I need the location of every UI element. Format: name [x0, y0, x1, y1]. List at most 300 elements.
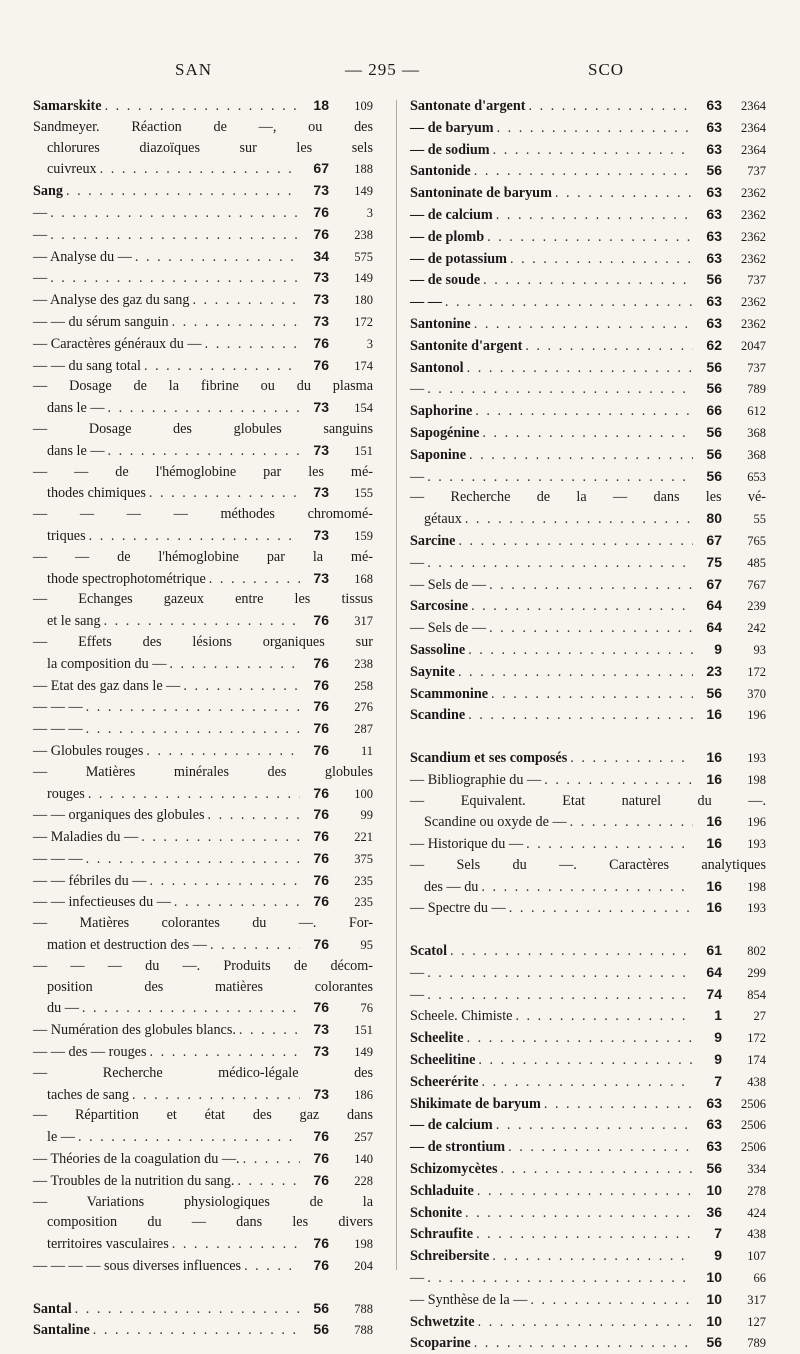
- volume-number: 76: [313, 893, 329, 910]
- page-reference: 228: [354, 1173, 373, 1188]
- index-entry: [33, 95, 373, 117]
- entry-term: et le sang: [47, 613, 101, 630]
- volume-number: 76: [313, 1235, 329, 1252]
- leader-dots: [465, 509, 693, 530]
- leader-dots: [174, 892, 300, 913]
- entry-term: — de calcium: [410, 1117, 493, 1134]
- volume-number: 76: [313, 720, 329, 737]
- page-reference: 765: [747, 533, 766, 548]
- entry-line: [410, 400, 766, 422]
- entry-term: — — de l'hémoglobine par les mé-: [33, 463, 373, 480]
- index-entry: [410, 661, 766, 683]
- page-reference: 196: [747, 708, 766, 723]
- page-reference: 127: [747, 1314, 766, 1329]
- index-entry: [410, 1311, 766, 1333]
- leader-dots: [482, 423, 693, 444]
- volume-number: 63: [706, 184, 722, 201]
- volume-number: 76: [313, 806, 329, 823]
- entry-term: Scandium et ses composés: [410, 749, 568, 766]
- entry-term: thodes chimiques: [47, 485, 146, 502]
- entry-line: [33, 202, 373, 224]
- page-reference: 238: [354, 656, 373, 671]
- volume-number: 76: [313, 676, 329, 693]
- entry-line: [410, 1071, 766, 1093]
- volume-number: 63: [706, 205, 722, 222]
- entry-line: [33, 462, 373, 483]
- entry-line: [33, 804, 373, 826]
- index-entry: [410, 1049, 766, 1071]
- index-entry: [33, 202, 373, 224]
- index-entry: [33, 1063, 373, 1106]
- page-reference: 375: [354, 851, 373, 866]
- entry-term: mation et destruction des —: [47, 937, 207, 954]
- entry-line: [410, 530, 766, 552]
- entry-term: Santoninate de baryum: [410, 185, 552, 202]
- index-entry: [410, 1289, 766, 1311]
- entry-line: [33, 1319, 373, 1341]
- index-entry: [410, 291, 766, 313]
- entry-term: Sarcine: [410, 532, 456, 549]
- page-reference: 235: [354, 873, 373, 888]
- volume-number: 16: [706, 899, 722, 916]
- entry-term: — de strontium: [410, 1139, 506, 1156]
- entry-line: [33, 547, 373, 568]
- entry-line: [410, 95, 766, 117]
- entry-term: —: [33, 204, 48, 221]
- volume-number: 73: [313, 399, 329, 416]
- index-entry: [33, 1319, 373, 1341]
- entry-term: — Recherche de la — dans les vé-: [410, 489, 766, 506]
- volume-number: 63: [706, 227, 722, 244]
- entry-line: [33, 1170, 373, 1192]
- entry-line: [33, 504, 373, 525]
- volume-number: 10: [706, 1269, 722, 1286]
- page-reference: 767: [747, 577, 766, 592]
- leader-dots: [205, 334, 300, 355]
- leader-dots: [526, 834, 693, 855]
- index-entry: [410, 357, 766, 379]
- leader-dots: [468, 640, 693, 661]
- entry-term: — de sodium: [410, 141, 490, 158]
- leader-dots: [208, 805, 300, 826]
- entry-line: [33, 95, 373, 117]
- index-entry: [33, 419, 373, 462]
- page-reference: 789: [747, 1336, 766, 1351]
- entry-term: — Effets des lésions organiques sur: [33, 633, 373, 650]
- leader-dots: [474, 314, 693, 335]
- page-reference: 438: [747, 1074, 766, 1089]
- volume-number: 76: [313, 936, 329, 953]
- leader-dots: [105, 96, 300, 117]
- page-reference: 180: [354, 293, 373, 308]
- volume-number: 63: [706, 293, 722, 310]
- leader-dots: [530, 1290, 693, 1311]
- index-entry: [410, 617, 766, 639]
- entry-term: — Variations physiologiques de la: [33, 1193, 373, 1210]
- leader-dots: [489, 618, 693, 639]
- index-entry: [410, 1332, 766, 1354]
- entry-term: —: [410, 986, 425, 1003]
- entry-term: Santal: [33, 1300, 72, 1317]
- index-entry: [410, 1027, 766, 1049]
- index-entry: [410, 95, 766, 117]
- index-entry: [410, 117, 766, 139]
- page-reference: 2364: [741, 142, 766, 157]
- entry-line: [410, 182, 766, 204]
- entry-line: [33, 1063, 373, 1084]
- page-reference: 27: [753, 1009, 766, 1024]
- leader-dots: [445, 292, 693, 313]
- entry-line: [410, 747, 766, 769]
- leader-dots: [510, 249, 693, 270]
- leader-dots: [86, 849, 300, 870]
- entry-line: [33, 1192, 373, 1213]
- entry-term: Saynite: [410, 663, 455, 680]
- index-entry: [410, 1158, 766, 1180]
- entry-term: — Troubles de la nutrition du sang.: [33, 1172, 235, 1189]
- page-reference: 198: [354, 1237, 373, 1252]
- page-reference: 196: [747, 815, 766, 830]
- entry-term: — Synthèse de la —: [410, 1291, 528, 1308]
- index-entry: [33, 1192, 373, 1255]
- index-entry: [33, 117, 373, 180]
- leader-dots: [467, 358, 693, 379]
- page-reference: 299: [747, 965, 766, 980]
- index-entry: [410, 1071, 766, 1093]
- entry-line: [33, 632, 373, 653]
- index-entry: [410, 833, 766, 855]
- entry-line: [410, 313, 766, 335]
- entry-line: [410, 1202, 766, 1224]
- entry-term: Schraufite: [410, 1226, 474, 1243]
- entry-line: [410, 335, 766, 357]
- volume-number: 56: [706, 445, 722, 462]
- leader-dots: [427, 553, 693, 574]
- entry-term: —: [410, 1270, 425, 1287]
- index-entry: [410, 897, 766, 919]
- volume-number: 76: [313, 356, 329, 373]
- page-reference: 2362: [741, 251, 766, 266]
- page-reference: 788: [354, 1301, 373, 1316]
- volume-number: 76: [313, 871, 329, 888]
- index-entry: [410, 791, 766, 834]
- leader-dots: [78, 1127, 300, 1148]
- volume-number: 73: [313, 269, 329, 286]
- volume-number: 75: [706, 553, 722, 570]
- page-reference: 198: [747, 879, 766, 894]
- entry-term: — — des — rouges: [33, 1044, 147, 1061]
- index-entry: [410, 855, 766, 898]
- index-entry: [410, 335, 766, 357]
- index-entry: [410, 940, 766, 962]
- leader-dots: [141, 827, 300, 848]
- page-reference: 198: [747, 772, 766, 787]
- page-reference: 151: [354, 443, 373, 458]
- page-reference: 612: [747, 404, 766, 419]
- leader-dots: [467, 1028, 693, 1049]
- entry-term: Scheerérite: [410, 1073, 479, 1090]
- index-entry: [33, 462, 373, 505]
- leader-dots: [509, 898, 693, 919]
- entry-line: [33, 224, 373, 246]
- entry-term: Samarskite: [33, 98, 102, 114]
- leader-dots: [243, 1149, 300, 1170]
- leader-dots: [149, 871, 300, 892]
- leader-dots: [104, 611, 300, 632]
- entry-line: [33, 610, 373, 632]
- entry-term: — — fébriles du —: [33, 872, 147, 889]
- volume-number: 64: [706, 619, 722, 636]
- entry-line: [410, 704, 766, 726]
- leader-dots: [492, 1246, 693, 1267]
- volume-number: 56: [706, 423, 722, 440]
- leader-dots: [544, 770, 693, 791]
- index-entry: [410, 769, 766, 791]
- entry-term: Sandmeyer. Réaction de —, ou des: [33, 118, 373, 135]
- entry-term: Scatol: [410, 943, 448, 960]
- entry-line: [33, 138, 373, 159]
- entry-line: [33, 1233, 373, 1255]
- entry-line: [410, 1223, 766, 1245]
- volume-number: 62: [706, 336, 722, 353]
- entry-term: — — — — sous diverses influences: [33, 1258, 242, 1275]
- entry-term: dans le —: [47, 442, 105, 459]
- leader-dots: [478, 1312, 693, 1333]
- index-entry: [33, 675, 373, 697]
- entry-term: Scammonine: [410, 685, 489, 702]
- entry-term: — Equivalent. Etat naturel du —.: [410, 792, 766, 809]
- page-reference: 235: [354, 895, 373, 910]
- volume-number: 7: [714, 1072, 722, 1089]
- index-entry: [33, 891, 373, 913]
- page-reference: 2362: [741, 186, 766, 201]
- page-reference: 2364: [741, 120, 766, 135]
- leader-dots: [86, 697, 300, 718]
- leader-dots: [555, 183, 693, 204]
- entry-line: [410, 269, 766, 291]
- page-reference: 76: [360, 1001, 373, 1016]
- entry-line: [410, 1245, 766, 1267]
- page-reference: 317: [354, 614, 373, 629]
- page-reference: 188: [354, 162, 373, 177]
- page-reference: 193: [747, 901, 766, 916]
- page-reference: 789: [747, 382, 766, 397]
- entry-line: [410, 876, 766, 898]
- leader-dots: [132, 1085, 300, 1106]
- entry-term: la composition du —: [47, 655, 167, 672]
- entry-line: [33, 826, 373, 848]
- volume-number: 76: [313, 698, 329, 715]
- entry-line: [410, 1158, 766, 1180]
- volume-number: 76: [313, 1171, 329, 1188]
- index-entry: [410, 378, 766, 400]
- entry-term: — Echanges gazeux entre les tissus: [33, 591, 373, 608]
- index-entry: [33, 1255, 373, 1277]
- index-entry: [410, 182, 766, 204]
- volume-number: 16: [706, 835, 722, 852]
- entry-line: [410, 204, 766, 226]
- volume-number: 63: [706, 118, 722, 135]
- entry-term: Scheele. Chimiste: [410, 1008, 513, 1025]
- entry-term: — Théories de la coagulation du —.: [33, 1151, 240, 1168]
- index-entry: [33, 224, 373, 246]
- volume-number: 73: [313, 484, 329, 501]
- leader-dots: [149, 483, 300, 504]
- volume-number: 73: [313, 312, 329, 329]
- entry-line: [33, 376, 373, 397]
- entry-term: Saponine: [410, 446, 466, 463]
- entry-line: [33, 675, 373, 697]
- leader-dots: [209, 569, 300, 590]
- leader-dots: [239, 1020, 300, 1041]
- page-reference: 438: [747, 1227, 766, 1242]
- entry-term: — Spectre du —: [410, 900, 506, 917]
- page-reference: 238: [354, 227, 373, 242]
- entry-term: Scoparine: [410, 1335, 471, 1352]
- leader-dots: [493, 140, 693, 161]
- entry-line: [410, 1311, 766, 1333]
- entry-line: [33, 589, 373, 610]
- entry-line: [33, 1148, 373, 1170]
- right-column: [410, 95, 766, 1354]
- leader-dots: [88, 784, 300, 805]
- entry-gap: [410, 919, 766, 940]
- page-reference: 239: [747, 599, 766, 614]
- entry-term: chlorures diazoïques sur les sels: [47, 139, 373, 156]
- page-reference: 257: [354, 1130, 373, 1145]
- volume-number: 73: [313, 182, 329, 199]
- entry-term: Sassoline: [410, 641, 466, 658]
- volume-number: 73: [313, 291, 329, 308]
- page-reference: 99: [360, 808, 373, 823]
- page-reference: 2506: [741, 1096, 766, 1111]
- leader-dots: [172, 1234, 300, 1255]
- page-reference: 737: [747, 164, 766, 179]
- entry-line: [33, 525, 373, 547]
- entry-term: — — —: [33, 699, 83, 716]
- entry-line: [33, 1126, 373, 1148]
- entry-term: — de calcium: [410, 206, 493, 223]
- volume-number: 76: [313, 999, 329, 1016]
- index-entry: [410, 1245, 766, 1267]
- page-reference: 149: [354, 271, 373, 286]
- volume-number: 9: [714, 640, 722, 657]
- volume-number: 56: [313, 1321, 329, 1338]
- index-entry: [33, 1105, 373, 1148]
- entry-term: position des matières colorantes: [47, 978, 373, 995]
- entry-line: [33, 246, 373, 268]
- entry-term: Shikimate de baryum: [410, 1095, 541, 1112]
- entry-term: — de baryum: [410, 119, 494, 136]
- volume-number: 9: [714, 1247, 722, 1264]
- index-entry: [33, 589, 373, 632]
- index-entry: [410, 226, 766, 248]
- volume-number: 73: [313, 1085, 329, 1102]
- index-entry: [33, 547, 373, 590]
- entry-line: [410, 811, 766, 833]
- entry-term: — — —: [33, 850, 83, 867]
- entry-line: [410, 639, 766, 661]
- volume-number: 16: [706, 706, 722, 723]
- entry-term: — — —: [33, 721, 83, 738]
- entry-term: Scheelitine: [410, 1052, 476, 1069]
- entry-line: [410, 291, 766, 313]
- entry-line: [410, 833, 766, 855]
- entry-line: [410, 661, 766, 683]
- entry-line: [410, 248, 766, 270]
- index-entry: [33, 1041, 373, 1063]
- entry-line: [33, 440, 373, 462]
- index-entry: [33, 913, 373, 956]
- page-reference: 93: [753, 642, 766, 657]
- leader-dots: [544, 1094, 693, 1115]
- leader-dots: [469, 445, 693, 466]
- index-entry: [410, 530, 766, 552]
- page-reference: 221: [354, 830, 373, 845]
- entry-term: Schladuite: [410, 1182, 474, 1199]
- volume-number: 76: [313, 225, 329, 242]
- volume-number: 63: [706, 1138, 722, 1155]
- page-reference: 149: [354, 1045, 373, 1060]
- entry-line: [410, 357, 766, 379]
- volume-number: 56: [313, 1299, 329, 1316]
- volume-number: 16: [706, 748, 722, 765]
- leader-dots: [86, 719, 300, 740]
- leader-dots: [508, 1137, 693, 1158]
- entry-line: [410, 595, 766, 617]
- index-entry: [410, 595, 766, 617]
- entry-line: [410, 552, 766, 574]
- entry-term: gétaux: [424, 511, 462, 528]
- volume-number: 56: [706, 162, 722, 179]
- page-reference: 242: [747, 621, 766, 636]
- leader-dots: [144, 356, 300, 377]
- leader-dots: [483, 270, 693, 291]
- leader-dots: [210, 935, 300, 956]
- index-entry: [33, 826, 373, 848]
- entry-term: —: [410, 554, 425, 571]
- page-reference: 317: [747, 1292, 766, 1307]
- page-reference: 485: [747, 555, 766, 570]
- index-entry: [33, 311, 373, 333]
- page-reference: 11: [360, 743, 373, 758]
- page-reference: 193: [747, 750, 766, 765]
- page-reference: 155: [354, 486, 373, 501]
- leader-dots: [489, 575, 693, 596]
- entry-term: — Matières minérales des globules: [33, 763, 373, 780]
- entry-term: le —: [47, 1129, 75, 1146]
- entry-line: [33, 848, 373, 870]
- leader-dots: [481, 877, 693, 898]
- entry-line: [410, 1027, 766, 1049]
- entry-line: [410, 1114, 766, 1136]
- page-reference: 368: [747, 447, 766, 462]
- entry-line: [33, 870, 373, 892]
- entry-term: Schizomycètes: [410, 1161, 498, 1178]
- entry-term: — Globules rouges: [33, 742, 144, 759]
- entry-line: [33, 977, 373, 998]
- leader-dots: [427, 1268, 693, 1289]
- entry-term: — — infectieuses du —: [33, 894, 171, 911]
- entry-line: [33, 180, 373, 202]
- leader-dots: [89, 526, 300, 547]
- entry-term: — — — — méthodes chromomé-: [33, 506, 373, 523]
- entry-term: — Sels du —. Caractères analytiques: [410, 856, 766, 873]
- entry-line: [33, 956, 373, 977]
- volume-number: 61: [706, 942, 722, 959]
- entry-line: [33, 117, 373, 138]
- index-entry: [33, 1019, 373, 1041]
